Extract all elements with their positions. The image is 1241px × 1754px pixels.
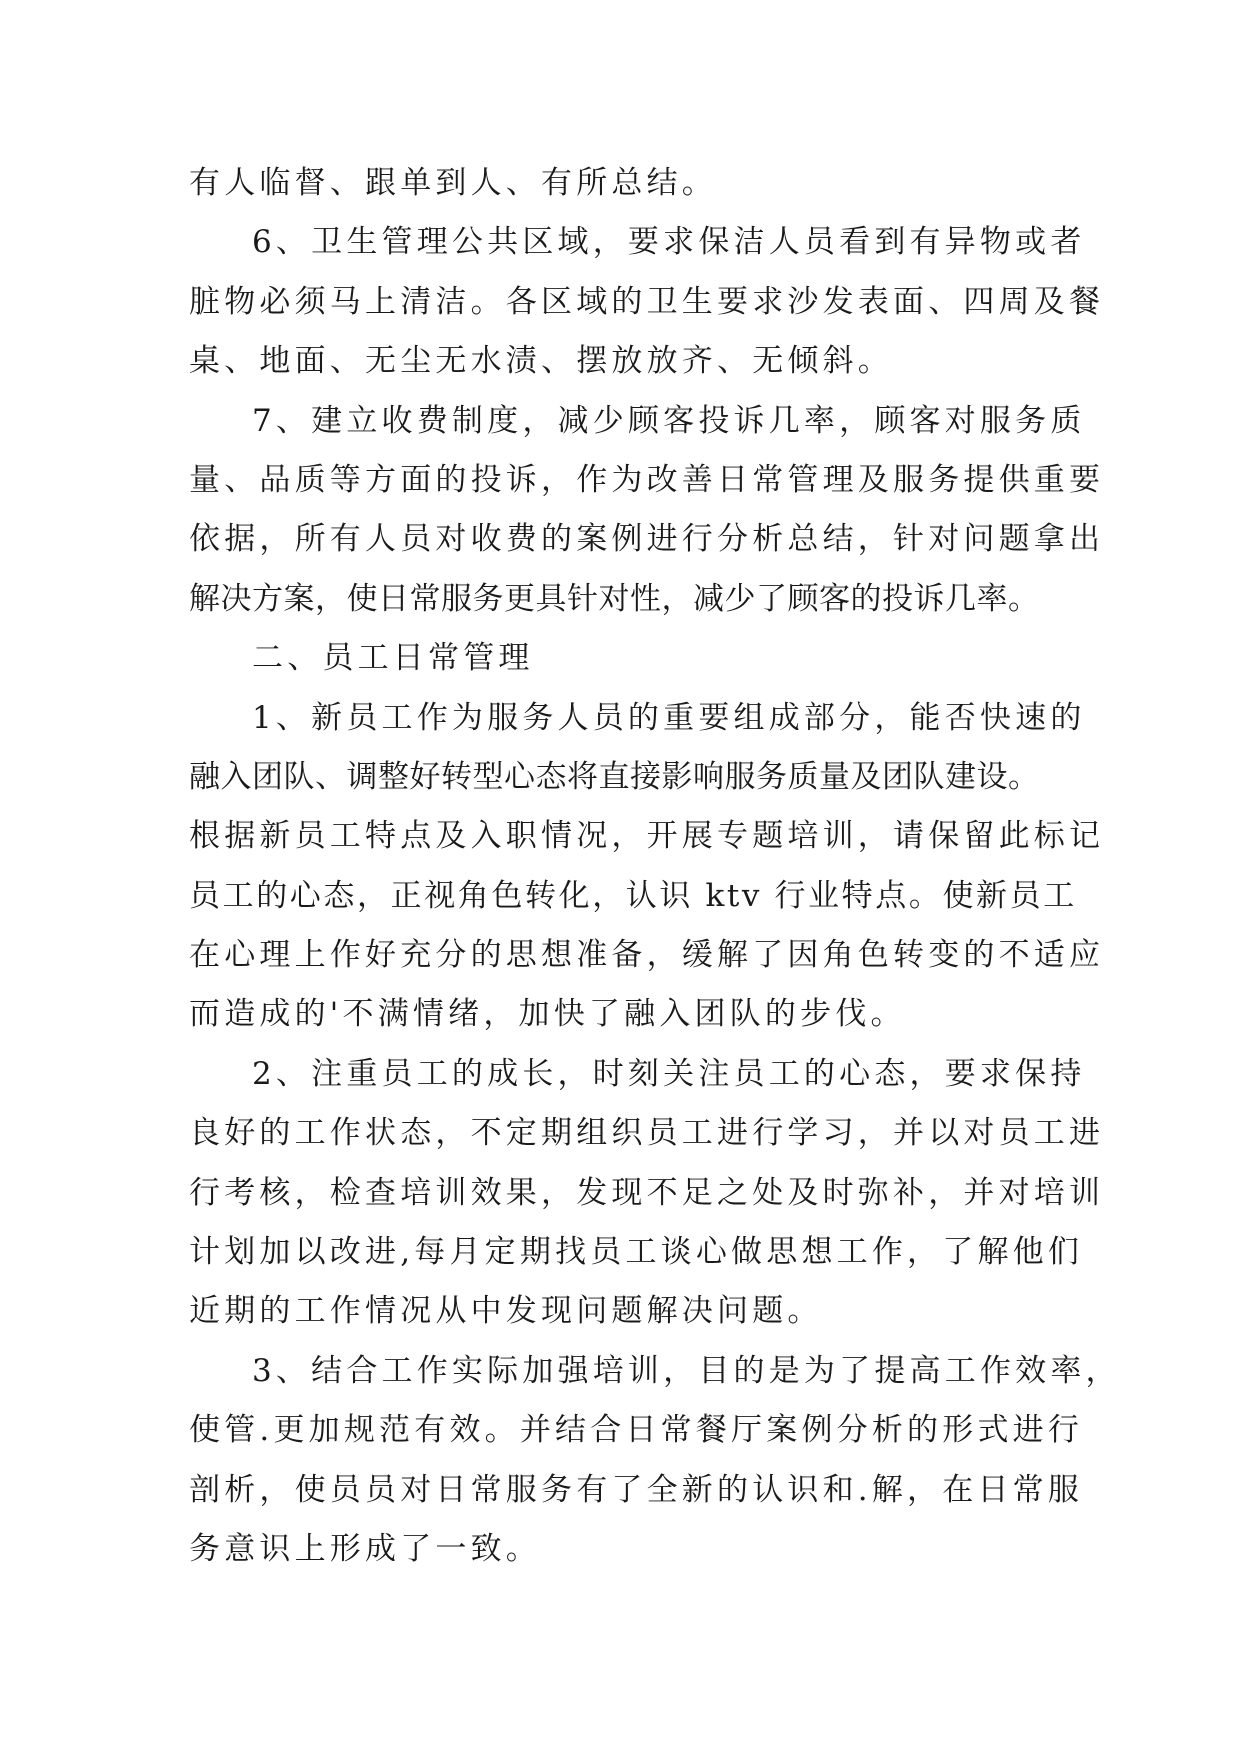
body-line-22: 使管.更加规范有效。并结合日常餐厅案例分析的形式进行 xyxy=(189,1412,1084,1449)
body-line-21: 3、结合工作实际加强培训，目的是为了提高工作效率， xyxy=(252,1352,1121,1389)
document-body xyxy=(189,154,1121,1579)
body-line-20: 近期的工作情况从中发现问题解决问题。 xyxy=(189,1293,823,1330)
body-line-10: 1、新员工作为服务人员的重要组成部分，能否快速的 xyxy=(252,699,1086,736)
body-line-16: 2、注重员工的成长，时刻关注员工的心态，要求保持 xyxy=(252,1055,1086,1092)
body-line-11: 融入团队、调整好转型心态将直接影响服务质量及团队建设。 xyxy=(189,758,1040,795)
body-line-17: 良好的工作状态，不定期组织员工进行学习，并以对员工进 xyxy=(189,1115,1105,1152)
body-line-12: 根据新员工特点及入职情况，开展专题培训，请保留此标记 xyxy=(189,818,1105,855)
body-line-7: 依据，所有人员对收费的案例进行分析总结，针对问题拿出 xyxy=(189,521,1105,558)
body-line-1: 有人临督、跟单到人、有所总结。 xyxy=(189,165,717,201)
body-line-23: 剖析，使员员对日常服务有了全新的认识和.解，在日常服 xyxy=(189,1471,1084,1508)
body-line-18: 行考核，检查培训效果，发现不足之处及时弥补，并对培训 xyxy=(189,1174,1105,1211)
section-heading: 二、员工日常管理 xyxy=(252,640,534,677)
body-line-2: 6、卫生管理公共区域，要求保洁人员看到有异物或者 xyxy=(252,224,1086,261)
body-line-13: 员工的心态，正视角色转化，认识 ktv 行业特点。使新员工 xyxy=(189,877,1077,914)
body-line-3: 脏物必须马上清洁。各区域的卫生要求沙发表面、四周及餐 xyxy=(189,283,1105,320)
body-line-24: 务意识上形成了一致。 xyxy=(189,1530,541,1567)
body-line-4: 桌、地面、无尘无水渍、摆放放齐、无倾斜。 xyxy=(189,343,893,380)
body-line-6: 量、品质等方面的投诉，作为改善日常管理及服务提供重要 xyxy=(189,461,1105,498)
body-line-14: 在心理上作好充分的思想准备，缓解了因角色转变的不适应 xyxy=(189,937,1105,974)
body-line-15: 而造成的'不满情绪，加快了融入团队的步伐。 xyxy=(189,996,906,1033)
body-line-19: 计划加以改进,每月定期找员工谈心做思想工作，了解他们 xyxy=(189,1234,1084,1271)
body-line-8: 解决方案，使日常服务更具针对性，减少了顾客的投诉几率。 xyxy=(189,580,1040,617)
body-line-5: 7、建立收费制度，减少顾客投诉几率，顾客对服务质 xyxy=(252,402,1086,439)
